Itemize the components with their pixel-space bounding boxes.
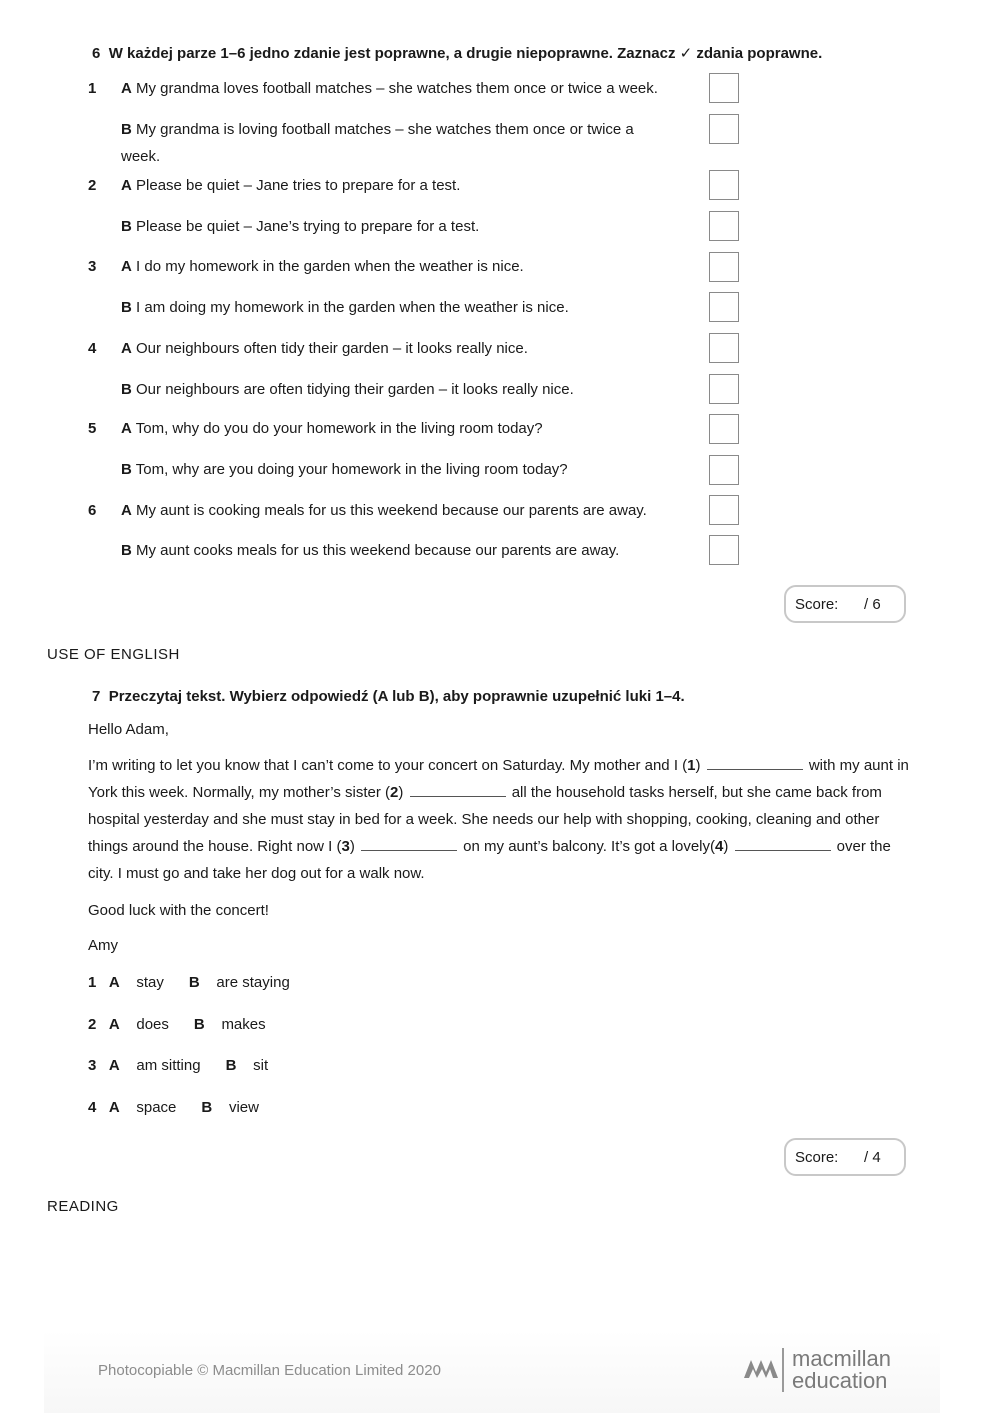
logo-line-2: education <box>792 1368 888 1393</box>
option-letter: B <box>121 218 132 235</box>
option-b-letter[interactable]: B <box>188 974 200 991</box>
checkbox-4b[interactable] <box>709 374 739 404</box>
logo-line-1: macmillan <box>792 1346 892 1371</box>
option-letter: A <box>121 258 132 275</box>
letter-text: on my aunt’s balcony. It’s got a lovely( <box>459 838 715 855</box>
sentence-2b <box>121 218 479 235</box>
checkbox-6b[interactable] <box>709 535 739 565</box>
letter-text: ) <box>723 838 733 855</box>
option-letter: B <box>121 121 132 138</box>
option-a-letter[interactable]: A <box>108 1099 120 1116</box>
checkbox-3a[interactable] <box>709 252 739 282</box>
sentence-text: My grandma loves football matches – she watches them once or twice a week. <box>136 80 658 97</box>
pair-number: 2 <box>88 177 97 194</box>
exercise-instruction: Przeczytaj tekst. Wybierz odpowiedź (A lub B), aby poprawnie uzupełnić luki 1–4. <box>108 688 685 705</box>
option-b-text[interactable]: view <box>228 1099 259 1116</box>
letter-text: all the household tasks herself, but she came back from hospital yesterday and she must stay in bed for a week. She needs our help with shopping, cooking, cleaning and other things around the house. Right now I ( <box>88 784 882 855</box>
section-title-use-of-english: USE OF ENGLISH <box>47 646 180 663</box>
gap-number-4: 4 <box>714 838 724 855</box>
sentence-3b <box>121 299 569 316</box>
section-title-reading: READING <box>47 1198 119 1215</box>
answer-options-4 <box>88 1099 259 1116</box>
sentence-2a <box>121 177 460 194</box>
sentence-text: My grandma is loving football matches – she watches them once or twice a <box>136 121 634 138</box>
answer-options-3 <box>88 1057 268 1074</box>
gap-1-blank[interactable] <box>707 757 803 770</box>
checkbox-1b[interactable] <box>709 114 739 144</box>
letter-signature: Amy <box>88 937 118 954</box>
exercise-6-heading <box>92 44 822 62</box>
gap-3-blank[interactable] <box>361 838 457 851</box>
exercise-number: 6 <box>92 45 101 62</box>
score-value: / 4 <box>864 1149 881 1166</box>
option-a-text[interactable]: stay <box>136 974 164 991</box>
copyright-notice: Photocopiable © Macmillan Education Limited 2020 <box>98 1362 441 1379</box>
sentence-1b <box>121 121 634 138</box>
sentence-5b <box>121 461 568 478</box>
gap-number-2: 2 <box>390 784 399 801</box>
sentence-6b <box>121 542 619 559</box>
sentence-text: My aunt is cooking meals for us this weekend because our parents are away. <box>136 502 647 519</box>
letter-text: over the city. I must go and take her dog out for a walk now. <box>88 838 891 882</box>
page-footer <box>44 1330 940 1413</box>
option-letter: A <box>121 502 132 519</box>
macmillan-logo-icon <box>744 1354 778 1380</box>
option-letter: B <box>121 461 132 478</box>
option-letter: A <box>121 177 132 194</box>
sentence-text: I am doing my homework in the garden when the weather is nice. <box>136 299 569 316</box>
checkbox-5a[interactable] <box>709 414 739 444</box>
sentence-4b <box>121 381 574 398</box>
option-b-text[interactable]: are staying <box>216 974 290 991</box>
gap-number-1: 1 <box>687 757 696 774</box>
option-a-text[interactable]: does <box>136 1016 169 1033</box>
question-number: 3 <box>88 1057 97 1074</box>
score-label: Score: <box>795 596 839 613</box>
option-letter: B <box>121 381 132 398</box>
sentence-text: Our neighbours are often tidying their garden – it looks really nice. <box>136 381 574 398</box>
pair-number: 1 <box>88 80 97 97</box>
answer-options-1 <box>88 974 290 991</box>
question-number: 2 <box>88 1016 97 1033</box>
letter-text: with my aunt in York this week. Normally, my mother’s sister ( <box>88 757 909 801</box>
option-b-letter[interactable]: B <box>201 1099 213 1116</box>
option-a-text[interactable]: am sitting <box>136 1057 201 1074</box>
sentence-text: My aunt cooks meals for us this weekend because our parents are away. <box>136 542 620 559</box>
option-a-letter[interactable]: A <box>108 1016 120 1033</box>
score-box-exercise-6 <box>784 585 906 623</box>
sentence-text: Please be quiet – Jane’s trying to prepare for a test. <box>136 218 480 235</box>
gap-number-3: 3 <box>341 838 350 855</box>
letter-text: ) <box>349 838 360 855</box>
exercise-number: 7 <box>92 688 101 705</box>
option-b-text[interactable]: sit <box>253 1057 269 1074</box>
checkbox-4a[interactable] <box>709 333 739 363</box>
sentence-text: I do my homework in the garden when the weather is nice. <box>136 258 524 275</box>
checkbox-2a[interactable] <box>709 170 739 200</box>
logo-divider <box>782 1348 784 1392</box>
option-letter: B <box>121 299 132 316</box>
option-a-letter[interactable]: A <box>108 974 120 991</box>
score-box-exercise-7 <box>784 1138 906 1176</box>
checkbox-5b[interactable] <box>709 455 739 485</box>
sentence-5a <box>121 420 543 437</box>
sentence-text: Please be quiet – Jane tries to prepare for a test. <box>136 177 461 194</box>
option-b-text[interactable]: makes <box>221 1016 266 1033</box>
sentence-3a <box>121 258 524 275</box>
gap-4-blank[interactable] <box>735 838 831 851</box>
letter-closing: Good luck with the concert! <box>88 902 269 919</box>
option-b-letter[interactable]: B <box>225 1057 237 1074</box>
sentence-4a <box>121 340 528 357</box>
letter-text: I’m writing to let you know that I can’t come to your concert on Saturday. My mother and I ( <box>88 757 688 774</box>
gap-2-blank[interactable] <box>410 784 506 797</box>
option-letter: B <box>121 542 132 559</box>
question-number: 1 <box>88 974 97 991</box>
pair-number: 4 <box>88 340 97 357</box>
score-value: / 6 <box>864 596 881 613</box>
answer-options-2 <box>88 1016 266 1033</box>
sentence-1a <box>121 80 658 97</box>
option-a-letter[interactable]: A <box>108 1057 120 1074</box>
letter-text: ) <box>398 784 408 801</box>
option-letter: A <box>121 80 132 97</box>
letter-body <box>88 752 910 887</box>
sentence-6a <box>121 502 647 519</box>
sentence-text: Our neighbours often tidy their garden – it looks really nice. <box>136 340 528 357</box>
score-label: Score: <box>795 1149 839 1166</box>
exercise-7-heading <box>92 688 685 705</box>
logo-wordmark <box>792 1348 891 1392</box>
sentence-text: Tom, why do you do your homework in the living room today? <box>135 420 543 437</box>
checkbox-6a[interactable] <box>709 495 739 525</box>
letter-text: ) <box>695 757 705 774</box>
sentence-text: Tom, why are you doing your homework in the living room today? <box>135 461 568 478</box>
pair-number: 3 <box>88 258 97 275</box>
checkbox-2b[interactable] <box>709 211 739 241</box>
question-number: 4 <box>88 1099 97 1116</box>
option-b-letter[interactable]: B <box>193 1016 205 1033</box>
sentence-1b-continued: week. <box>121 148 161 165</box>
checkbox-3b[interactable] <box>709 292 739 322</box>
pair-number: 5 <box>88 420 97 437</box>
pair-number: 6 <box>88 502 97 519</box>
checkbox-1a[interactable] <box>709 73 739 103</box>
letter-greeting: Hello Adam, <box>88 721 169 738</box>
option-letter: A <box>121 420 132 437</box>
exercise-instruction: W każdej parze 1–6 jedno zdanie jest poprawne, a drugie niepoprawne. Zaznacz ✓ zdania poprawne. <box>108 45 823 62</box>
option-letter: A <box>121 340 132 357</box>
option-a-text[interactable]: space <box>136 1099 177 1116</box>
